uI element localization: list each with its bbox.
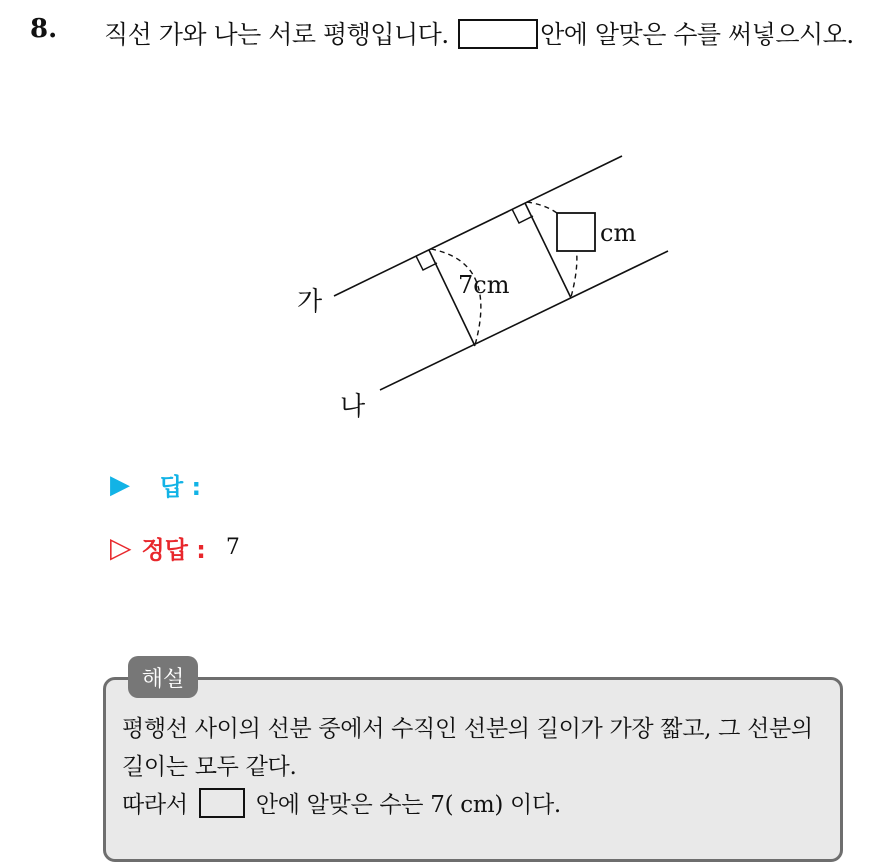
line-na-label: 나 [340,392,366,422]
correct-answer-value: 7 [225,535,240,560]
correct-answer-triangle-icon: ▷ [110,531,132,564]
correct-answer-row [110,530,240,565]
explanation-line-1: 평행선 사이의 선분 중에서 수직인 선분의 길이가 가장 짧고, 그 선분의 길이는 모두 같다. [122,716,813,780]
correct-answer-label: 정답 : [141,536,206,564]
unknown-unit-label: cm [600,219,637,247]
explanation-line-2-start: 따라서 [122,792,195,818]
explanation-tab: 해설 [128,656,198,698]
line-na [380,251,668,390]
answer-label: 답 : [160,473,202,501]
distance-label: 7cm [458,271,510,299]
unknown-value-box [557,213,595,251]
right-angle-mark-left [416,256,437,270]
answer-triangle-icon: ▶ [110,469,130,500]
explanation-text [122,710,832,824]
question-number: 8. [30,14,58,44]
explanation-line-2-end: 안에 알맞은 수는 7( cm) 이다. [248,792,561,818]
line-ga-label: 가 [297,287,323,317]
right-angle-mark-right [512,209,533,223]
question-text-end: 안에 알맞은 수를 써넣으시오. [540,20,854,49]
explanation-blank-box [199,788,245,818]
answer-row [110,467,201,502]
question-text-start: 직선 가와 나는 서로 평행입니다. [104,20,457,49]
